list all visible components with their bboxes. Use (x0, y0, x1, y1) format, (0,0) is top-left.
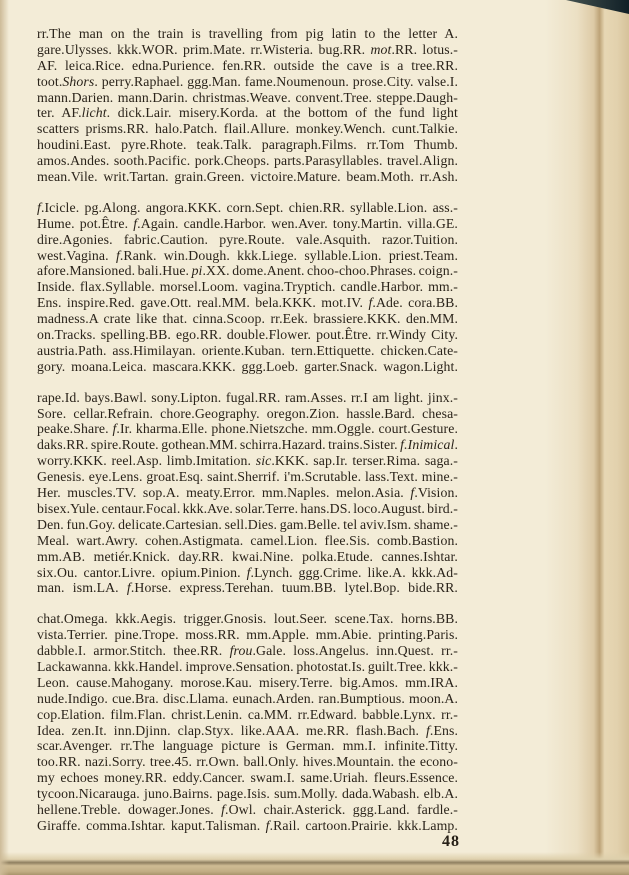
text-line-content: austria.Path. ass.Himilayan. oriente.Kuban. tern.Ettiquette. chicken.Cate- (37, 342, 458, 358)
text-line-content: nude.Indigo. cue.Bra. disc.Llama. eunach.Arden. ran.Bumptious. moon.A. (37, 690, 458, 706)
text-line-content: f.Icicle. pg.Along. angora.KKK. corn.Sept. chien.RR. syllable.Lion. ass.- (37, 199, 458, 215)
text-line (37, 565, 458, 581)
text-line (37, 549, 458, 565)
paragraph (37, 390, 458, 597)
text-line-content: Leon. cause.Mahogany. morose.Kau. misery.Terre. big.Amos. mm.IRA. (37, 674, 458, 690)
text-line-content: Ens. inspire.Red. gave.Ott. real.MM. bela.KKK. mot.IV. f.Ade. cora.BB. (37, 295, 458, 311)
page-right-edge (545, 0, 629, 875)
text-line (37, 707, 458, 723)
text-line-content: madness.A crate like that. cinna.Scoop. rr.Eek. brassiere.KKK. den.MM. (37, 311, 458, 327)
text-line (37, 643, 458, 659)
text-line (37, 802, 458, 818)
text-line (37, 390, 458, 406)
text-line-content: ter. AF.licht. dick.Lair. misery.Korda. at the bottom of the fund light (37, 105, 458, 121)
text-line-content: man. ism.LA. f.Horse. express.Terehan. tuum.BB. lytel.Bop. bide.RR. (37, 580, 458, 596)
text-line (37, 738, 458, 754)
text-line-content: gory. moana.Leica. mascara.KKK. ggg.Loeb. garter.Snack. wagon.Light. (37, 358, 458, 374)
text-line-content: Sore. cellar.Refrain. chore.Geography. oregon.Zion. hassle.Bard. chesa- (37, 405, 458, 421)
text-line (37, 42, 458, 58)
text-line-content: my echoes money.RR. eddy.Cancer. swam.I. same.Uriah. fleurs.Essence. (37, 770, 458, 786)
text-line-content: cop.Elation. film.Flan. christ.Lenin. ca.MM. rr.Edward. babble.Lynx. rr.- (37, 706, 458, 722)
text-line (37, 453, 458, 469)
text-line (37, 216, 458, 232)
text-line-content: Lackawanna. kkk.Handel. improve.Sensation. photostat.Is. guilt.Tree. kkk.- (37, 658, 458, 674)
text-block (37, 26, 458, 849)
text-line (37, 248, 458, 264)
text-line-content: dire.Agonies. fabric.Caution. pyre.Route. vale.Asquith. razor.Tuition. (37, 231, 458, 247)
text-line-content: afore.Mansioned. bali.Hue. pi.XX. dome.Anent. choo-choo.Phrases. coign.- (37, 263, 458, 279)
text-line-content: AF. leica.Rice. edna.Purience. fen.RR. outside the cave is a tree.RR. (37, 57, 458, 73)
text-line (37, 232, 458, 248)
text-line (37, 327, 458, 343)
page-left-edge (0, 0, 9, 875)
text-line-content: on.Tracks. spelling.BB. ego.RR. double.Flower. pout.Être. rr.Windy City. (37, 327, 458, 343)
text-line-content: Meal. wart.Awry. cohen.Astigmata. camel.Lion. flee.Sis. comb.Bastion. (37, 532, 458, 548)
text-line-content: Hume. pot.Être. f.Again. candle.Harbor. wen.Aver. tony.Martin. villa.GE. (37, 215, 458, 231)
text-line (37, 533, 458, 549)
text-line (37, 200, 458, 216)
text-line (37, 359, 458, 375)
text-line-content: chat.Omega. kkk.Aegis. trigger.Gnosis. lout.Seer. scene.Tax. horns.BB. (37, 611, 458, 627)
text-line (37, 580, 458, 596)
text-line-content: worry.KKK. reel.Asp. limb.Imitation. sic.KKK. sap.Ir. terser.Rima. saga.- (37, 453, 458, 469)
text-line (37, 517, 458, 533)
text-line (37, 485, 458, 501)
text-line-content: scar.Avenger. rr.The language picture is German. mm.I. infinite.Titty. (37, 738, 458, 754)
text-line-content: houdini.East. pyre.Rhote. teak.Talk. paragraph.Films. rr.Tom Thumb. (37, 137, 458, 153)
text-line-content: toot.Shors. perry.Raphael. ggg.Man. fame.Noumenoun. prose.City. valse.I. (37, 73, 458, 89)
text-line (37, 295, 458, 311)
text-line-content: bisex.Yule. centaur.Focal. kkk.Ave. solar.Terre. hans.DS. loco.August. bird.- (37, 500, 458, 516)
text-line (37, 659, 458, 675)
text-line-content: too.RR. nazi.Sorry. tree.45. rr.Own. ball.Only. hives.Mountain. the econo- (37, 754, 458, 770)
text-line (37, 754, 458, 770)
paragraph (37, 200, 458, 375)
text-line (37, 723, 458, 739)
text-line-content: mm.AB. metiér.Knick. day.RR. kwai.Nine. polka.Etude. cannes.Ishtar. (37, 548, 458, 564)
text-line (37, 169, 458, 185)
text-line (37, 421, 458, 437)
text-line-content: Her. muscles.TV. sop.A. meaty.Error. mm.Naples. melon.Asia. f.Vision. (37, 485, 458, 501)
text-line-content: Den. fun.Goy. delicate.Cartesian. sell.Dies. gam.Belle. tel aviv.Ism. shame.- (37, 516, 458, 532)
text-line-content: vista.Terrier. pine.Trope. moss.RR. mm.Apple. mm.Abie. printing.Paris. (37, 627, 458, 643)
text-line (37, 691, 458, 707)
text-line-content: amos.Andes. sooth.Pacific. pork.Cheops. parts.Parasyllables. travel.Align. (37, 153, 458, 169)
text-line-content: peake.Share. f.Ir. kharma.Elle. phone.Nietszche. mm.Oggle. court.Gesture. (37, 421, 459, 437)
text-line-content: mann.Darien. mann.Darin. christmas.Weave. convent.Tree. steppe.Daugh- (37, 89, 458, 105)
text-line-content: rape.Id. bays.Bawl. sony.Lipton. fugal.RR. ram.Asses. rr.I am light. jinx.- (37, 389, 458, 405)
text-line (37, 279, 458, 295)
text-line (37, 437, 458, 453)
text-line (37, 26, 458, 42)
text-line-content: Inside. flax.Syllable. morsel.Loom. vagina.Tryptich. candle.Harbor. mm.- (37, 279, 458, 295)
text-line (37, 58, 458, 74)
text-line-content: dabble.I. armor.Stitch. thee.RR. frou.Gale. loss.Angelus. inn.Quest. rr.- (37, 643, 458, 659)
text-line (37, 311, 458, 327)
text-line-content: Idea. zen.It. inn.Djinn. clap.Styx. like.AAA. me.RR. flash.Bach. f.Ens. (37, 722, 458, 738)
text-line (37, 611, 458, 627)
text-line (37, 786, 458, 802)
text-line (37, 469, 458, 485)
text-line (37, 675, 458, 691)
text-line-content: rr.The man on the train is travelling from pig latin to the letter A. (37, 26, 458, 41)
text-line (37, 406, 458, 422)
page-bottom-edge (0, 852, 629, 875)
text-line (37, 501, 458, 517)
text-line (37, 121, 458, 137)
text-line (37, 343, 458, 359)
text-line (37, 74, 458, 90)
text-line (37, 818, 458, 834)
text-line (37, 105, 458, 121)
page-number: 48 (442, 833, 460, 850)
text-line-content: hellene.Treble. dowager.Jones. f.Owl. chair.Asterick. ggg.Land. fardle.- (37, 801, 458, 817)
text-line (37, 90, 458, 106)
paragraph (37, 26, 458, 185)
text-line-content: Giraffe. comma.Ishtar. kaput.Talisman. f.Rail. cartoon.Prairie. kkk.Lamp. (37, 817, 458, 833)
text-line-content: mean.Vile. writ.Tartan. grain.Green. victoire.Mature. beam.Moth. rr.Ash. (37, 169, 458, 185)
text-line-content: gare.Ulysses. kkk.WOR. prim.Mate. rr.Wisteria. bug.RR. mot.RR. lotus.- (37, 41, 458, 57)
text-line (37, 153, 458, 169)
paragraph (37, 611, 458, 833)
text-line-content: scatters prisms.RR. halo.Patch. flail.Allure. monkey.Wench. cunt.Talkie. (37, 121, 458, 137)
text-line (37, 627, 458, 643)
text-line (37, 137, 458, 153)
text-line-content: west.Vagina. f.Rank. win.Dough. kkk.Liege. syllable.Lion. priest.Team. (37, 247, 459, 263)
text-line-content: daks.RR. spire.Route. gothean.MM. schirra.Hazard. trains.Sister. f.Inimical. (37, 437, 458, 453)
text-line (37, 263, 458, 279)
text-line (37, 770, 458, 786)
text-line-content: tycoon.Nicarauga. juno.Bairns. page.Isis. sum.Molly. dada.Wabash. elb.A. (37, 786, 458, 802)
text-line-content: Genesis. eye.Lens. groat.Esq. saint.Sherrif. i'm.Scrutable. lass.Text. mine.- (37, 469, 458, 485)
text-line-content: six.Ou. cantor.Livre. opium.Pinion. f.Lynch. ggg.Crime. like.A. kkk.Ad- (37, 564, 458, 580)
